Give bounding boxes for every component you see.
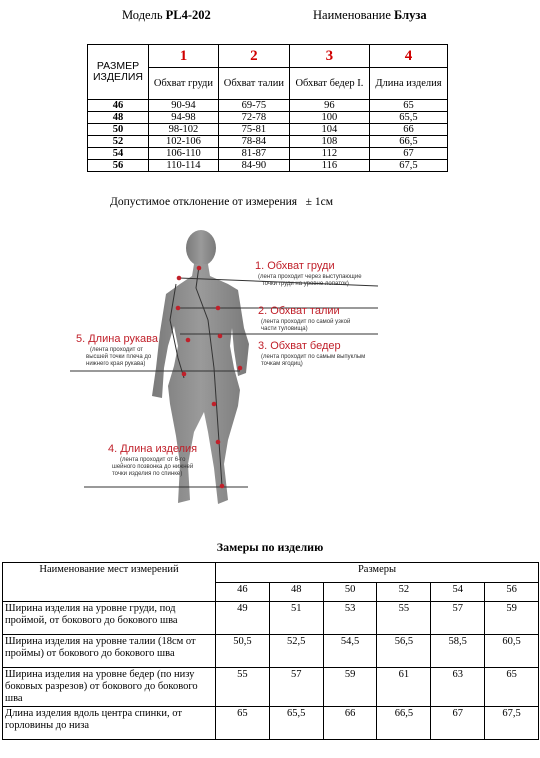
size-cell: 50	[88, 124, 149, 136]
size-row	[88, 148, 448, 160]
chest-note-1: (лента проходит через выступающие	[258, 274, 362, 280]
size-value-cell: 69-75	[218, 100, 289, 112]
hips-title: 3. Обхват бедер	[258, 340, 341, 352]
measurement-value: 49	[216, 602, 270, 635]
size-row	[88, 160, 448, 172]
column-label-3: Обхват бедер I.	[289, 68, 369, 100]
measurement-value: 60,5	[485, 635, 539, 668]
measurement-value: 66	[323, 707, 377, 740]
hips-note-2: точкам ягодиц)	[261, 361, 303, 367]
sizes-header: Размеры	[216, 563, 539, 583]
length-note-3: точки изделия по спинке)	[112, 471, 183, 477]
measurement-value: 58,5	[431, 635, 485, 668]
size-cell: 56	[88, 160, 149, 172]
length-note-2: шейного позвонка до нижней	[112, 464, 194, 470]
column-number-4: 4	[369, 45, 447, 68]
size-value-cell: 110-114	[149, 160, 219, 172]
size-cell: 52	[88, 136, 149, 148]
measurement-value: 53	[323, 602, 377, 635]
size-value-cell: 116	[289, 160, 369, 172]
measurement-value: 50,5	[216, 635, 270, 668]
measurement-value: 67	[431, 707, 485, 740]
size-value-cell: 112	[289, 148, 369, 160]
measurement-value: 65	[485, 668, 539, 707]
size-value-cell: 96	[289, 100, 369, 112]
length-title: 4. Длина изделия	[108, 443, 198, 455]
measurement-value: 55	[377, 602, 431, 635]
size-value-cell: 65	[369, 100, 447, 112]
product-name-value: Блуза	[394, 8, 427, 22]
measurement-value: 63	[431, 668, 485, 707]
size-cell: 54	[88, 148, 149, 160]
tolerance-value: ± 1см	[305, 196, 333, 208]
model-value: PL4-202	[165, 8, 211, 22]
size-table	[87, 44, 448, 172]
measurement-value: 54,5	[323, 635, 377, 668]
size-value-cell: 72-78	[218, 112, 289, 124]
measurement-value: 57	[269, 668, 323, 707]
chest-title: 1. Обхват груди	[255, 260, 335, 272]
sleeve-title: 5. Длина рукава	[76, 333, 158, 345]
measurement-value: 66,5	[377, 707, 431, 740]
size-value-cell: 108	[289, 136, 369, 148]
tolerance-note	[110, 196, 333, 208]
waist-note-2: части туловища)	[261, 326, 308, 332]
measurement-value: 52,5	[269, 635, 323, 668]
size-value-cell: 78-84	[218, 136, 289, 148]
column-number-3: 3	[289, 45, 369, 68]
measurement-value: 59	[323, 668, 377, 707]
product-measurements-title: Замеры по изделию	[216, 540, 324, 554]
hips-note-1: (лента проходит по самым выпуклым	[261, 354, 366, 360]
size-value-cell: 90-94	[149, 100, 219, 112]
size-column-header: 46	[216, 582, 270, 602]
measurement-name: Длина изделия вдоль центра спинки, от горловины до низа	[3, 707, 216, 740]
measurement-name: Ширина изделия на уровне талии (18см от проймы) от бокового до бокового шва	[3, 635, 216, 668]
size-row	[88, 112, 448, 124]
measurement-value: 55	[216, 668, 270, 707]
waist-title: 2. Обхват талии	[258, 305, 340, 317]
waist-note-1: (лента проходит по самой узкой	[261, 319, 351, 325]
size-value-cell: 65,5	[369, 112, 447, 124]
measurement-value: 67,5	[485, 707, 539, 740]
size-cell: 46	[88, 100, 149, 112]
column-label-2: Обхват талии	[218, 68, 289, 100]
model-label: Модель	[122, 8, 163, 22]
size-column-header: 54	[431, 582, 485, 602]
size-value-cell: 67,5	[369, 160, 447, 172]
measurement-value: 57	[431, 602, 485, 635]
sleeve-note-2: высшей точки плеча до	[86, 354, 152, 360]
column-label-1: Обхват груди	[149, 68, 219, 100]
measurement-value: 65	[216, 707, 270, 740]
size-value-cell: 66,5	[369, 136, 447, 148]
size-value-cell: 84-90	[218, 160, 289, 172]
size-header: РАЗМЕР ИЗДЕЛИЯ	[88, 45, 149, 100]
product-name-heading	[313, 8, 427, 23]
size-value-cell: 66	[369, 124, 447, 136]
length-note-1: (лента проходит от 6-го	[120, 457, 186, 463]
size-row	[88, 100, 448, 112]
measurement-value: 59	[485, 602, 539, 635]
column-number-2: 2	[218, 45, 289, 68]
measurement-value: 51	[269, 602, 323, 635]
measurement-row	[3, 602, 539, 635]
measurement-name-header: Наименование мест измерений	[3, 563, 216, 602]
product-name-label: Наименование	[313, 8, 391, 22]
measurement-row	[3, 635, 539, 668]
measurement-name: Ширина изделия на уровне бедер (по низу боковых разрезов) от бокового до бокового шва	[3, 668, 216, 707]
measurement-value: 56,5	[377, 635, 431, 668]
size-value-cell: 81-87	[218, 148, 289, 160]
chest-note-2: точки груди на уровне лопаток)	[262, 281, 349, 287]
size-column-header: 50	[323, 582, 377, 602]
measurement-row	[3, 668, 539, 707]
measurement-value: 65,5	[269, 707, 323, 740]
column-number-1: 1	[149, 45, 219, 68]
size-value-cell: 75-81	[218, 124, 289, 136]
product-measurements-table	[2, 562, 539, 740]
size-column-header: 48	[269, 582, 323, 602]
size-value-cell: 100	[289, 112, 369, 124]
measurement-row	[3, 707, 539, 740]
tolerance-text: Допустимое отклонение от измерения	[110, 196, 298, 208]
size-value-cell: 104	[289, 124, 369, 136]
size-value-cell: 67	[369, 148, 447, 160]
sleeve-note-3: нижнего края рукава)	[86, 361, 146, 367]
size-row	[88, 136, 448, 148]
size-column-header: 56	[485, 582, 539, 602]
size-cell: 48	[88, 112, 149, 124]
measurement-name: Ширина изделия на уровне груди, под проймой, от бокового до бокового шва	[3, 602, 216, 635]
measurement-figure	[68, 228, 398, 528]
size-value-cell: 102-106	[149, 136, 219, 148]
size-value-cell: 94-98	[149, 112, 219, 124]
sleeve-note-1: (лента проходит от	[90, 347, 144, 353]
column-label-4: Длина изделия	[369, 68, 447, 100]
size-row	[88, 124, 448, 136]
size-value-cell: 98-102	[149, 124, 219, 136]
size-value-cell: 106-110	[149, 148, 219, 160]
model-heading	[122, 8, 211, 23]
measurement-value: 61	[377, 668, 431, 707]
size-column-header: 52	[377, 582, 431, 602]
